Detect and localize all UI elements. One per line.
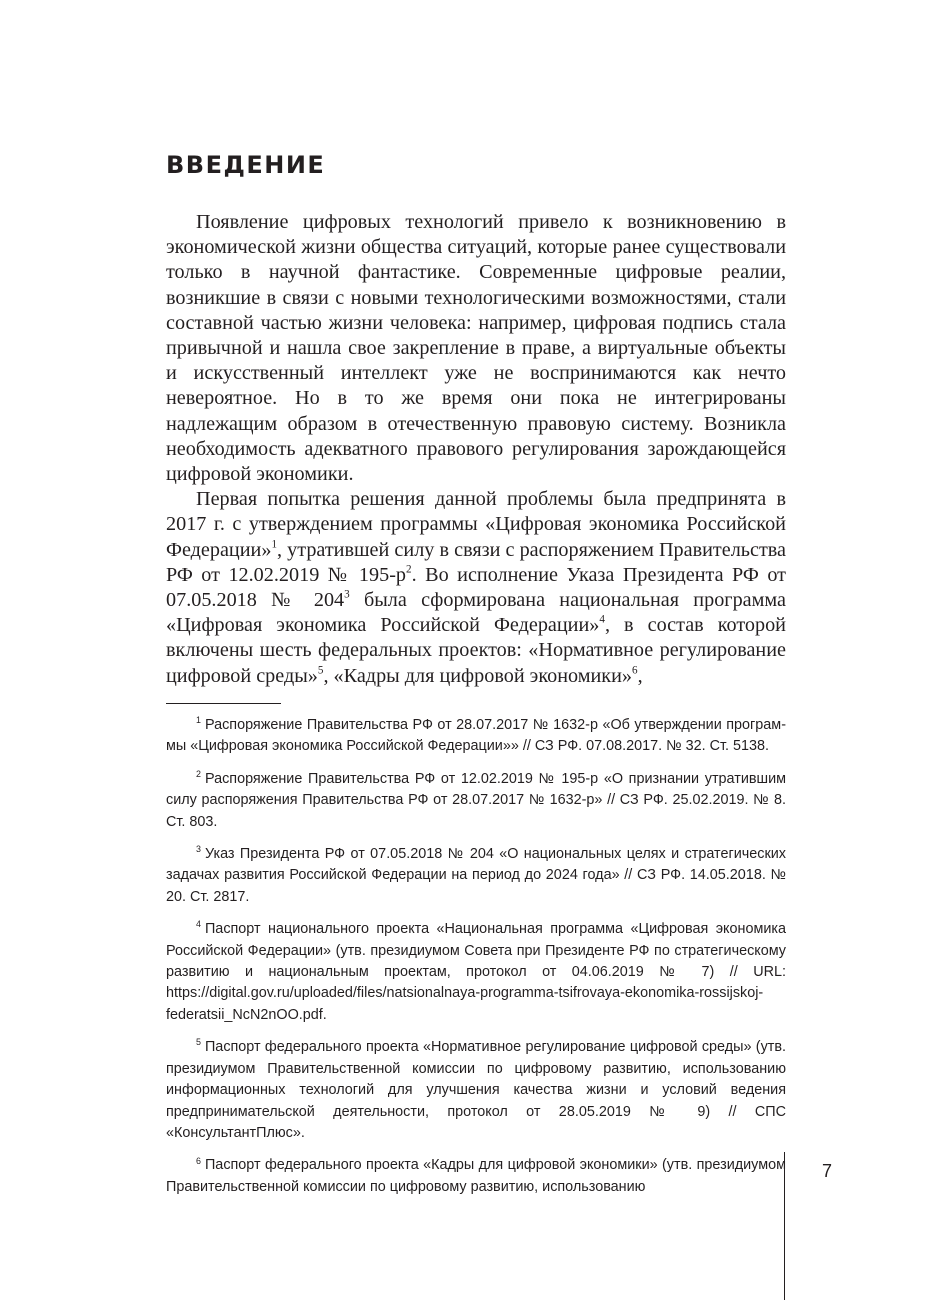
footnote-number: 4: [196, 919, 201, 930]
paragraph-2-text: . Во исполнение Указа Президента РФ от 07.05.2018 № 204: [166, 563, 786, 612]
footnote-text: Распоряжение Правительства РФ от 28.07.2017 № 1632-р «Об утверждении программы «Цифровая экономика Российской Федерации»» // СЗ РФ. 07.08.2017. № 32. Ст. 5138.: [166, 717, 786, 755]
paragraph-2-text: ,: [637, 664, 643, 687]
footnote-ref[interactable]: 3: [344, 588, 350, 601]
footnote-5: [166, 1037, 786, 1144]
page-number: 7: [822, 1161, 833, 1181]
paragraph-2-text: , «Кадры для цифровой экономики»: [323, 664, 633, 687]
footnote-number: 2: [196, 769, 201, 780]
page-number-rule: [784, 1152, 785, 1300]
footnote-ref[interactable]: 2: [406, 563, 412, 576]
paragraph-2-text: , в состав которой включены шесть федеральных проектов: «Нормативное регулирование цифровой среды»: [166, 614, 786, 687]
body-text: [166, 210, 786, 689]
footnote-2: [166, 769, 786, 833]
footnote-ref[interactable]: 5: [317, 664, 324, 677]
footnote-text: Распоряжение Правительства РФ от 12.02.2019 № 195-р «О признании утратившим силу распоряжения Правительства РФ от 28.07.2017 № 1632-р» // СЗ РФ. 25.02.2019. № 8. Ст. 803.: [166, 770, 786, 830]
footnote-number: 3: [196, 844, 201, 855]
paragraph-2-text: была сформирована национальная программа «Цифровая экономика Российской Федерации»: [166, 589, 786, 637]
footnote-text: Паспорт федерального проекта «Нормативное регулирование цифровой среды» (утв. президиумом Правительственной комиссии по цифровому развитию, использованию информационных технологий для улучшения качества жизни и условий ведения предпринимательской деятельности, протокол от 28.05.2019 № 9) // СПС «КонсультантПлюс».: [166, 1039, 786, 1141]
footnotes: [166, 715, 786, 1209]
footnote-3: [166, 844, 786, 908]
footnote-number: 6: [196, 1155, 201, 1166]
page-title: ВВЕДЕНИЕ: [166, 151, 326, 179]
paragraph-2: [166, 487, 786, 689]
footnote-separator: [166, 703, 281, 704]
footnote-number: 5: [196, 1037, 201, 1048]
paragraph-1: Появление цифровых технологий привело к возникновению в экономической жизни общества ситуаций, которые ранее существовали только в научной фантастике. Современные цифровые реалии, возникшие в связи с новыми технологическими возможностями, стали составной частью жизни человека: например, цифровая подпись стала привычной и нашла свое закрепление в праве, а виртуальные объекты и искусственный интеллект уже не воспринимаются как нечто невероятное. Но в то же время они пока не интегрированы надлежащим образом в отечественную правовую систему. Возникла необходимость адекватного правового регулирования зарождающейся цифровой экономики.: [166, 211, 786, 486]
paragraph-2-text: Первая попытка решения данной проблемы была предпринята в 2017 г. с утверждением программы «Цифровая экономика Российской Федерации»: [166, 488, 786, 561]
footnote-text: Паспорт национального проекта «Национальная программа «Цифровая экономика Российской Федерации» (утв. президиумом Совета при Президенте РФ по стратегическому развитию и национальным проектам, протокол от 04.06.2019 № 7) // URL: https://digital.gov.ru/uploaded/files/natsionalnaya-programma-tsifrovaya-ekonomika-rossijskoj-federatsii_NcN2nOO.pdf.: [166, 921, 786, 1023]
footnote-text: Указ Президента РФ от 07.05.2018 № 204 «О национальных целях и стратегических задачах развития Российской Федерации на период до 2024 года» // СЗ РФ. 14.05.2018. № 20. Ст. 2817.: [166, 846, 786, 905]
footnote-6: [166, 1155, 786, 1198]
footnote-ref[interactable]: 1: [271, 538, 277, 551]
footnote-ref[interactable]: 6: [632, 664, 638, 677]
footnote-text: Паспорт федерального проекта «Кадры для цифровой экономики» (утв. президиумом Правительственной комиссии по цифровому развитию, использованию: [166, 1157, 786, 1195]
footnote-ref[interactable]: 4: [599, 613, 605, 626]
footnote-4: [166, 919, 786, 1026]
paragraph-2-text: , утратившей силу в связи с распоряжением Правительства РФ от 12.02.2019 № 195-р: [166, 538, 786, 586]
footnote-1: [166, 715, 786, 758]
footnote-number: 1: [196, 715, 201, 726]
